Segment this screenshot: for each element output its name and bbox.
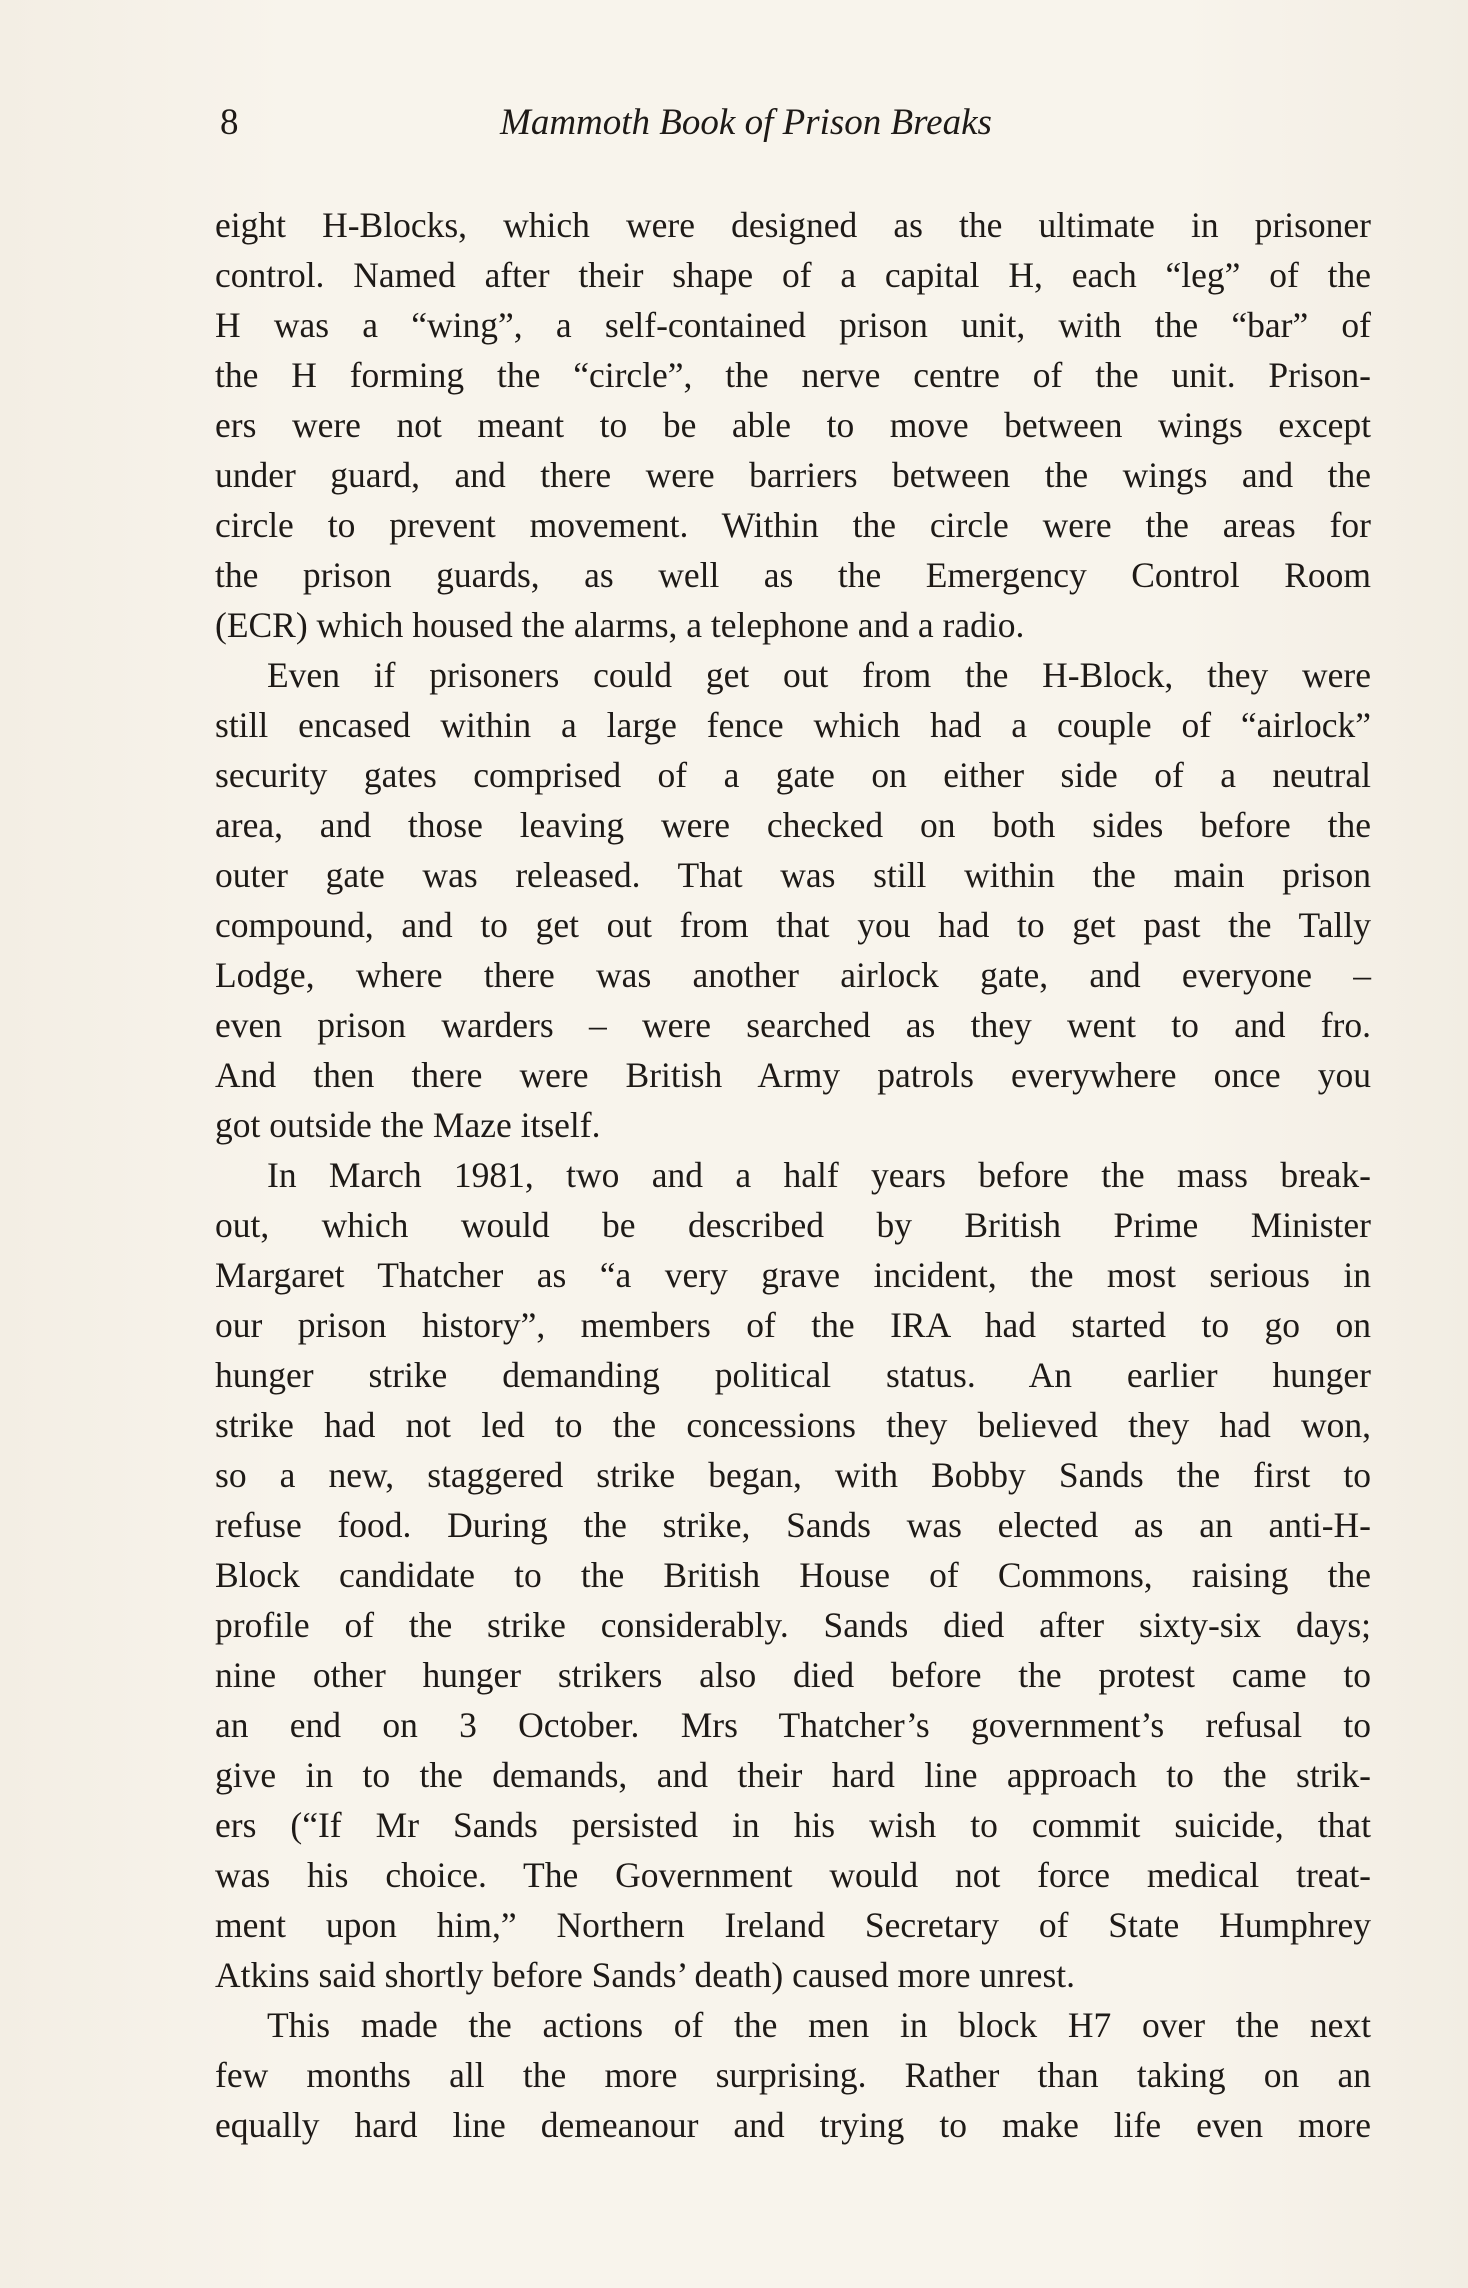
text-line: an end on 3 October. Mrs Thatcher’s government’s refusal to xyxy=(215,1705,1371,1745)
text-line: compound, and to get out from that you had to get past the Tally xyxy=(215,905,1371,945)
text-line: Block candidate to the British House of Commons, raising the xyxy=(215,1555,1371,1595)
page-number: 8 xyxy=(220,102,239,143)
text-line: Margaret Thatcher as “a very grave incident, the most serious in xyxy=(215,1255,1371,1295)
text-line: (ECR) which housed the alarms, a telephone and a radio. xyxy=(215,605,1025,645)
text-line: out, which would be described by British Prime Minister xyxy=(215,1205,1371,1245)
text-line: still encased within a large fence which had a couple of “airlock” xyxy=(215,705,1371,745)
text-line: circle to prevent movement. Within the circle were the areas for xyxy=(215,505,1371,545)
text-line: nine other hunger strikers also died before the protest came to xyxy=(215,1655,1371,1695)
text-line: refuse food. During the strike, Sands was elected as an anti-H- xyxy=(215,1505,1371,1545)
text-line: the H forming the “circle”, the nerve centre of the unit. Prison- xyxy=(215,355,1371,395)
text-line: got outside the Maze itself. xyxy=(215,1105,601,1145)
running-head xyxy=(220,98,1370,148)
text-line: ers (“If Mr Sands persisted in his wish to commit suicide, that xyxy=(215,1805,1371,1845)
text-line: control. Named after their shape of a capital H, each “leg” of the xyxy=(215,255,1371,295)
text-line: security gates comprised of a gate on either side of a neutral xyxy=(215,755,1371,795)
text-line: ment upon him,” Northern Ireland Secretary of State Humphrey xyxy=(215,1905,1371,1945)
text-line: area, and those leaving were checked on both sides before the xyxy=(215,805,1371,845)
text-line: eight H-Blocks, which were designed as the ultimate in prisoner xyxy=(215,205,1371,245)
text-line: few months all the more surprising. Rather than taking on an xyxy=(215,2055,1371,2095)
paragraph-start-line: In March 1981, two and a half years before the mass break- xyxy=(267,1155,1371,1195)
text-line: was his choice. The Government would not force medical treat- xyxy=(215,1855,1371,1895)
text-line: so a new, staggered strike began, with Bobby Sands the first to xyxy=(215,1455,1371,1495)
text-line: H was a “wing”, a self-contained prison unit, with the “bar” of xyxy=(215,305,1371,345)
text-line: outer gate was released. That was still within the main prison xyxy=(215,855,1371,895)
text-line: hunger strike demanding political status. An earlier hunger xyxy=(215,1355,1371,1395)
text-line: profile of the strike considerably. Sands died after sixty-six days; xyxy=(215,1605,1371,1645)
text-line: And then there were British Army patrols everywhere once you xyxy=(215,1055,1371,1095)
text-line: strike had not led to the concessions they believed they had won, xyxy=(215,1405,1371,1445)
paragraph-start-line: This made the actions of the men in block H7 over the next xyxy=(267,2005,1371,2045)
text-line: equally hard line demeanour and trying to make life even more xyxy=(215,2105,1371,2145)
text-line: Lodge, where there was another airlock gate, and everyone – xyxy=(215,955,1371,995)
book-title: Mammoth Book of Prison Breaks xyxy=(500,102,992,143)
text-line: our prison history”, members of the IRA had started to go on xyxy=(215,1305,1371,1345)
text-line: ers were not meant to be able to move between wings except xyxy=(215,405,1371,445)
paragraph-start-line: Even if prisoners could get out from the H-Block, they were xyxy=(267,655,1371,695)
text-line: Atkins said shortly before Sands’ death) caused more unrest. xyxy=(215,1955,1075,1995)
body-text xyxy=(215,200,1371,2150)
text-line: even prison warders – were searched as they went to and fro. xyxy=(215,1005,1371,1045)
text-line: under guard, and there were barriers between the wings and the xyxy=(215,455,1371,495)
text-line: give in to the demands, and their hard line approach to the strik- xyxy=(215,1755,1371,1795)
text-line: the prison guards, as well as the Emergency Control Room xyxy=(215,555,1371,595)
